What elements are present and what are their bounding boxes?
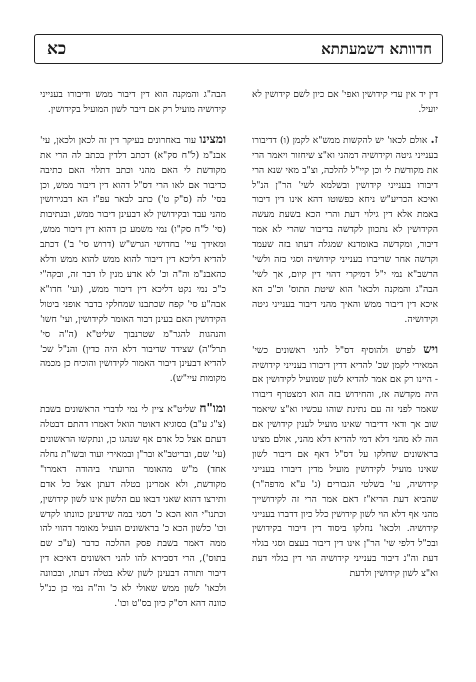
paragraph-text: עוד באחרונים בעיקר דין זה לכאן ולכאן, עי' אבנ"מ (ל"ח סק"א) דכתב דלדין בכתב לה הרי את מקודשת לי האם מהני וכתב דתלוי האם כתיבה כדיבור אם לאו הרי דס"ל דהוא דין דיבור ממש, וכן בסי' לה (ס"ק ט') כתב לבאר עפ"ז הא דבגירושין מהני עבד ובקידושין לא דבעינן דיבור ממש, ובנתיבות (סי' ל"ח סק"ו) נמי משמע כן דהוא דין דיבור ממש, ומאידך עיי' בחדושי הגרש"ש (דרוש סי' ב') דכתב להדיא דליכא דין דיבור להוא ממש להוא ממש ודלא כהאבנ"מ וה"ה וכ' לא אדע מנין לו דבר זה, ובקה"י כ"כ נמי נקט דליכא דין דיבור ממש, (ועי' חדו"א אבה"ע סי' קפח שכתבנו שמחלקי בדבר אופני ביטול הקידושין האם בעינן דבור האומר לקידושין, ועי' חשו' והנהגות להגר"מ שטרנבוך שליט"א (ה"ה סי' תרל"ה) שצידד שדיבור דלא היה כדין) והנ"ל שכ' להדיא דבעינן דיבור האמור לקידושין והוכיח כן מכמה מקומות עיי"ש). (40, 134, 226, 385)
right-column (252, 88, 438, 582)
paragraph-lead: ז. (430, 131, 438, 146)
paragraph-text: שליט"א ציין לי נמי לדברי הראשונים בשבת (צ"ג ע"ב) בסוגיא דאוטר הואל דאמרו דהתם דבטלה דעתם אצל כל אדם אף שנהגו כן, ונתקשו הראשונים (עי' שם, ובריטב"א ובר"ן ובמאירי ועוד ובשו"ת נחלה אחד) מ"ש מהאומר הרועתי ביהודה דאמרו" מקודשת, ולא אמרינן בטלה דעתן אצל כל אדם ותירצו דהוא שאני דבאו עם הלשון אינו לשון קידושין, וכתנו"י הוא הכא כ' דסגי במה שידעינן כוונתו לקדש וכו' כלשון הכא כ' בראשונים הועיל מאומר דהווי להו ממה דאמר בשבת פסק ההלכה כדבר (ע"כ שם בתוס'), הרי דסבירא להו להני ראשונים דאיכא דין דיבור ותורה דבעינן לשון שלא בטלה דעתו, ובכוונה ולכאו' לשון ממש שאולי לא כ' וה"ה נמי כן כנ"ל כוונה דהא דס"ק כיון בס"ט וכו'. (40, 404, 226, 609)
left-column-top-text: הבה"ג והמקנה הוא דין דיבור ממש ודיבורו בענייני קידושיה מועיל רק אם דיבר לשון המועיל בקידושין. (40, 89, 226, 115)
running-title: חדוותא דשמעתתא (321, 39, 432, 58)
page-number: כא (47, 39, 67, 59)
paragraph-umochi (40, 401, 226, 612)
paragraph-zayin (252, 132, 438, 328)
right-column-top-text: דין יד אין עדי קידושין ואפי' אם כיון לשם קידושין לא יועיל. (252, 89, 438, 115)
paragraph-umetzinu (40, 132, 226, 387)
paragraph-veyesh (252, 342, 438, 583)
paragraph-lead: ומו"ח (199, 401, 226, 416)
left-column (40, 88, 226, 612)
paragraph-text: אולם לכאו' יש להקשות ממש"א לקמן (ו) דדיבורו בענייני גיטה וקידושיה דמהני וא"צ שיחזור ויאמר הרי את מקודשת לי וכן קיי"ל להלכה, וצ"ב מאי שנא הרי דיבורו בענייני קידושין ובשלמא לשי' הר"ן הנ"ל ואיכא הכריע"ש ניחא כפשוטו דהא אינו דין דיבור באמת אלא דין גילוי דעת והרי הכא בשעת מעשה הקידושין לא נתכוון לקדשה בדיבור שהרי לא אמר דיבור, ומקדשה באומדנא שמגלה דעתו בזה שעמד וקדשה אחר שדיברו בענייני קידושיה וסגי בזה ולשי' הרשב"א נמי י"ל דמיקרי דהוי דין קיום, אך לשי' הבה"ג והמקנה ולכאו' הוא שיטת התוס' וכ"כ הא איכא דין דיבור ממש והאיך מהני דיבור בענייני גיטה וקידושיה. (252, 134, 438, 325)
page-header (34, 34, 443, 64)
paragraph-text: לפרש ולהוסיף דס"ל להני ראשונים כשי' המאירי לקמן שכ' להדיא דדין דיבורו בענייני קידושיה - היינו רק אם אמר להדיא לשון שמועיל לקידושין אם היה מקדשה אז, והחידוש בזה הוא דמצטרף דיבורו שאמר לפני זה עם נתינת שוהו עכשיו וא"צ שיאמר שוב אך ודאי דדיבור שאינו מועיל לענין קידושין אם הוה לא מהני דלא דמי להדיא דלא מהני, אולם מצינו בראשונים שחלקו על דס"ל דאף אם דיבור לשון שאינו מועיל לקידושין מועיל מדין דיבורו בענייני קידושיה, עי' בשלטי הגבורים (ג' ע"א מדפה"ר) שהביא דעת הריא"ז דאם אמר הרי זה לקידושייך מהני אף דלא הוי לשון קידושין כלל כיון דדברו בענייני קידושיה. ולכאו' נחלקו ביסוד דין דיבור בקידושין ובכ"ל דלפי שי' הר"ן אינו דין דיבור בעצם וסגי בגלוי דעת וה"נ דיבור בענייני קידושיה הוי דין בגלוי דעת וא"צ לשון קידושין ולדעת (252, 344, 438, 580)
paragraph-lead: ומצינו (199, 131, 227, 146)
paragraph-lead: ויש (423, 341, 439, 356)
